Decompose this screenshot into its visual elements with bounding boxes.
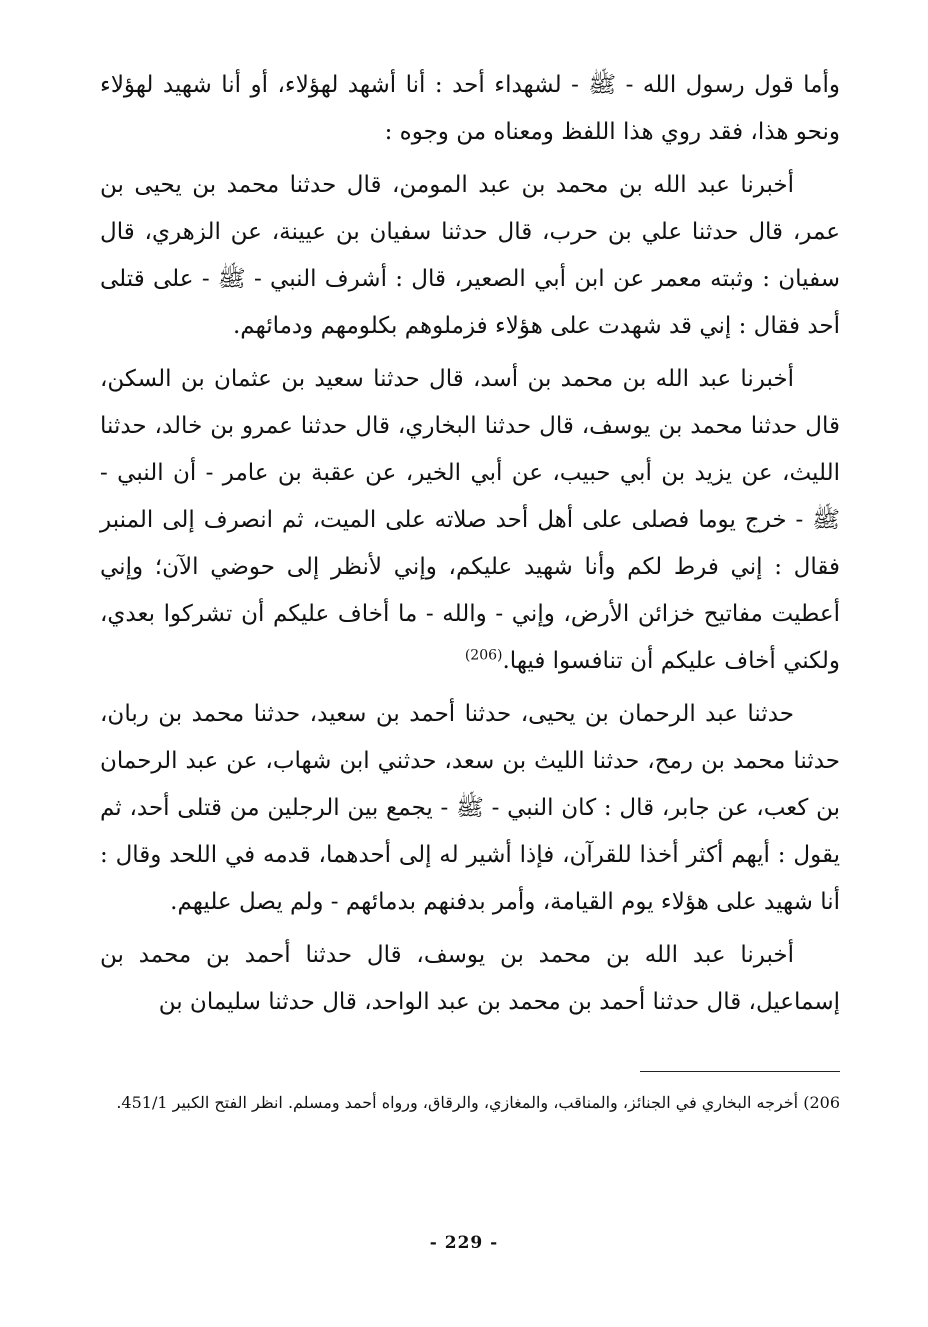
paragraph-text: أخبرنا عبد الله بن محمد بن عبد المومن، قال حدثنا محمد بن يحيى بن عمر، قال حدثنا علي بن حرب، قال حدثنا سفيان بن عيينة، عن الزهري، قال سفيان : وثبته معمر عن ابن أبي الصعير، قال : أشرف النبي - ﷺ - على قتلى أحد فقال : إني قد شهدت على هؤلاء فزملوهم بكلومهم ودمائهم. [100,172,840,339]
paragraph-hadith-2 [100,356,840,685]
paragraph-text: حدثنا عبد الرحمان بن يحيى، حدثنا أحمد بن سعيد، حدثنا محمد بن ربان، حدثنا محمد بن رمح، حدثنا الليث بن سعد، حدثني ابن شهاب، عن عبد الرحمان بن كعب، عن جابر، قال : كان النبي - ﷺ - يجمع بين الرجلين من قتلى أحد، ثم يقول : أيهم أكثر أخذا للقرآن، فإذا أشير له إلى أحدهما، قدمه في اللحد وقال : أنا شهيد على هؤلاء يوم القيامة، وأمر بدفنهم بدمائهم - ولم يصل عليهم. [100,701,840,915]
paragraph-hadith-1 [100,162,840,350]
paragraph-text: أخبرنا عبد الله بن محمد بن أسد، قال حدثنا سعيد بن عثمان بن السكن، قال حدثنا محمد بن يوسف، قال حدثنا البخاري، قال حدثنا عمرو بن خالد، حدثنا الليث، عن يزيد بن أبي حبيب، عن أبي الخير، عن عقبة بن عامر - أن النبي - ﷺ - خرج يوما فصلى على أهل أحد صلاته على الميت، ثم انصرف إلى المنبر فقال : إني فرط لكم وأنا شهيد عليكم، وإني لأنظر إلى حوضي الآن؛ وإني أعطيت مفاتيح خزائن الأرض، وإني - والله - ما أخاف عليكم أن تشركوا بعدي، ولكني أخاف عليكم أن تنافسوا فيها. [100,366,840,674]
main-text [100,62,840,1032]
page-number: - 229 - [429,1233,499,1253]
paragraph-text: وأما قول رسول الله - ﷺ - لشهداء أحد : أنا أشهد لهؤلاء، أو أنا شهيد لهؤلاء ونحو هذا، فقد روي هذا اللفظ ومعناه من وجوه : [100,72,840,145]
paragraph-hadith-4 [100,932,840,1026]
paragraph-intro [100,62,840,156]
paragraph-hadith-3 [100,691,840,926]
paragraph-text: أخبرنا عبد الله بن محمد بن يوسف، قال حدثنا أحمد بن محمد بن إسماعيل، قال حدثنا أحمد بن محمد بن عبد الواحد، قال حدثنا سليمان بن [100,942,840,1015]
footnote: 206) أخرجه البخاري في الجنائز، والمناقب، والمغازي، والرقاق، ورواه أحمد ومسلم. انظر الفتح الكبير 451/1. [116,1093,840,1112]
footnote-divider [640,1071,840,1072]
footnote-reference: (206) [464,647,503,664]
